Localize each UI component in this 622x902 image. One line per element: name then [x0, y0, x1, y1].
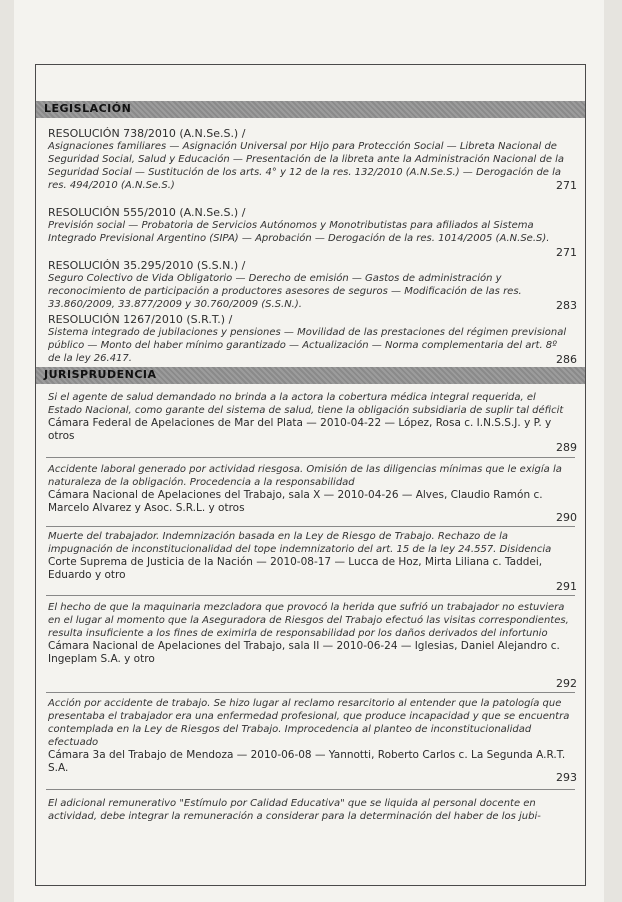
divider: [46, 457, 575, 458]
section-header-legislacion: [36, 101, 585, 118]
page-number: 283: [556, 299, 577, 312]
entry-title: RESOLUCIÓN 35.295/2010 (S.S.N.) /: [48, 259, 246, 272]
legislation-entry[interactable]: [48, 127, 577, 193]
entry-title: RESOLUCIÓN 1267/2010 (S.R.T.) /: [48, 313, 233, 326]
divider: [46, 789, 575, 790]
case-summary: Si el agente de salud demandado no brinda a la actora la cobertura médica integral requerida, el Estado Nacional, como garante del sistema de salud, tiene la obligación subsidiaria de suplir tal déficit: [48, 392, 564, 416]
case-court: Cámara Nacional de Apelaciones del Trabajo, sala X — 2010-04-26 — Alves, Claudio Ramón c. Marcelo Alvarez y Asoc. S.R.L. y otros: [48, 489, 543, 514]
case-entry[interactable]: [48, 697, 577, 789]
entry-description: Seguro Colectivo de Vida Obligatorio — Derecho de emisión — Gastos de administración y reconocimiento de participación a productores asesores de seguros — Modificación de las res. 33.860/2009, 33.877/2009 y 30.760/2009 (S.S.N.).: [48, 273, 522, 310]
legislation-entry[interactable]: [48, 313, 577, 366]
entry-title: RESOLUCIÓN 738/2010 (A.N.Se.S.) /: [48, 127, 246, 140]
divider: [46, 595, 575, 596]
case-summary: Muerte del trabajador. Indemnización basada en la Ley de Riesgo de Trabajo. Rechazo de la impugnación de inconstitucionalidad del tope indemnizatorio del art. 15 de la ley 24.557. Disidencia: [48, 531, 552, 555]
page-number: 271: [556, 179, 577, 192]
index-frame: [35, 64, 586, 886]
case-entry[interactable]: [48, 463, 577, 525]
legislation-entry[interactable]: [48, 206, 577, 259]
case-entry[interactable]: [48, 391, 577, 454]
case-court: Corte Suprema de Justicia de la Nación — 2010-08-17 — Lucca de Hoz, Mirta Liliana c. Taddei, Eduardo y otro: [48, 556, 543, 581]
legislation-entry[interactable]: [48, 259, 577, 312]
divider: [46, 526, 575, 527]
page-number: 290: [556, 511, 577, 524]
section-title: JURISPRUDENCIA: [44, 368, 157, 381]
case-court: Cámara Nacional de Apelaciones del Trabajo, sala II — 2010-06-24 — Iglesias, Daniel Alejandro c. Ingeplam S.A. y otro: [48, 640, 560, 665]
case-summary: Acción por accidente de trabajo. Se hizo lugar al reclamo resarcitorio al entender que la patología que presentaba el trabajador era una enfermedad profesional, que produce incapacidad y que se encuentra contemplada en la Ley de Riesgos del Trabajo. Improcedencia al planteo de inconstitucionalidad efectuado: [48, 698, 570, 748]
case-entry[interactable]: [48, 530, 577, 594]
section-header-jurisprudencia: [36, 367, 585, 384]
section-title: LEGISLACIÓN: [44, 102, 132, 115]
case-entry[interactable]: [48, 797, 571, 827]
page-number: 291: [556, 580, 577, 593]
case-court: Cámara 3a del Trabajo de Mendoza — 2010-06-08 — Yannotti, Roberto Carlos c. La Segunda A.R.T. S.A.: [48, 749, 566, 774]
page-number: 271: [556, 246, 577, 259]
page-number: 292: [556, 677, 577, 690]
case-summary: Accidente laboral generado por actividad riesgosa. Omisión de las diligencias mínimas que le exigía la naturaleza de la obligación. Procedencia a la responsabilidad: [48, 464, 562, 488]
entry-description: Asignaciones familiares — Asignación Universal por Hijo para Protección Social — Libreta Nacional de Seguridad Social, Salud y Educación — Presentación de la libreta ante la Administración Nacional de la Seguridad Social — Sustitución de los arts. 4° y 12 de la res. 132/2010 (A.N.Se.S.) — Derogación de la res. 494/2010 (A.N.Se.S.): [48, 141, 565, 191]
entry-title: RESOLUCIÓN 555/2010 (A.N.Se.S.) /: [48, 206, 246, 219]
page-number: 289: [556, 441, 577, 454]
page-number: 293: [556, 771, 577, 784]
divider: [46, 692, 575, 693]
page-number: 286: [556, 353, 577, 366]
case-entry[interactable]: [48, 601, 577, 691]
document-page: [14, 0, 604, 902]
entry-description: Sistema integrado de jubilaciones y pensiones — Movilidad de las prestaciones del régimen previsional público — Monto del haber mínimo garantizado — Actualización — Norma complementaria del art. 8º de la ley 26.417.: [48, 327, 567, 364]
case-court: Cámara Federal de Apelaciones de Mar del Plata — 2010-04-22 — López, Rosa c. I.N.S.S.J. y P. y otros: [48, 417, 552, 442]
case-summary: El hecho de que la maquinaria mezcladora que provocó la herida que sufrió un trabajador no estuviera en el lugar al momento que la Aseguradora de Riesgos del Trabajo efectuó las visitas correspondientes, resulta insuficiente a los fines de eximirla de responsabilidad por los daños derivados del infortunio: [48, 602, 569, 639]
entry-description: Previsión social — Probatoria de Servicios Autónomos y Monotributistas para afiliados al Sistema Integrado Previsional Argentino (SIPA) — Aprobación — Derogación de la res. 1014/2005 (A.N.Se.S).: [48, 220, 550, 244]
case-summary: El adicional remunerativo "Estímulo por Calidad Educativa" que se liquida al personal docente en actividad, debe integrar la remuneración a considerar para la determinación del haber de los jubi-: [48, 798, 541, 822]
